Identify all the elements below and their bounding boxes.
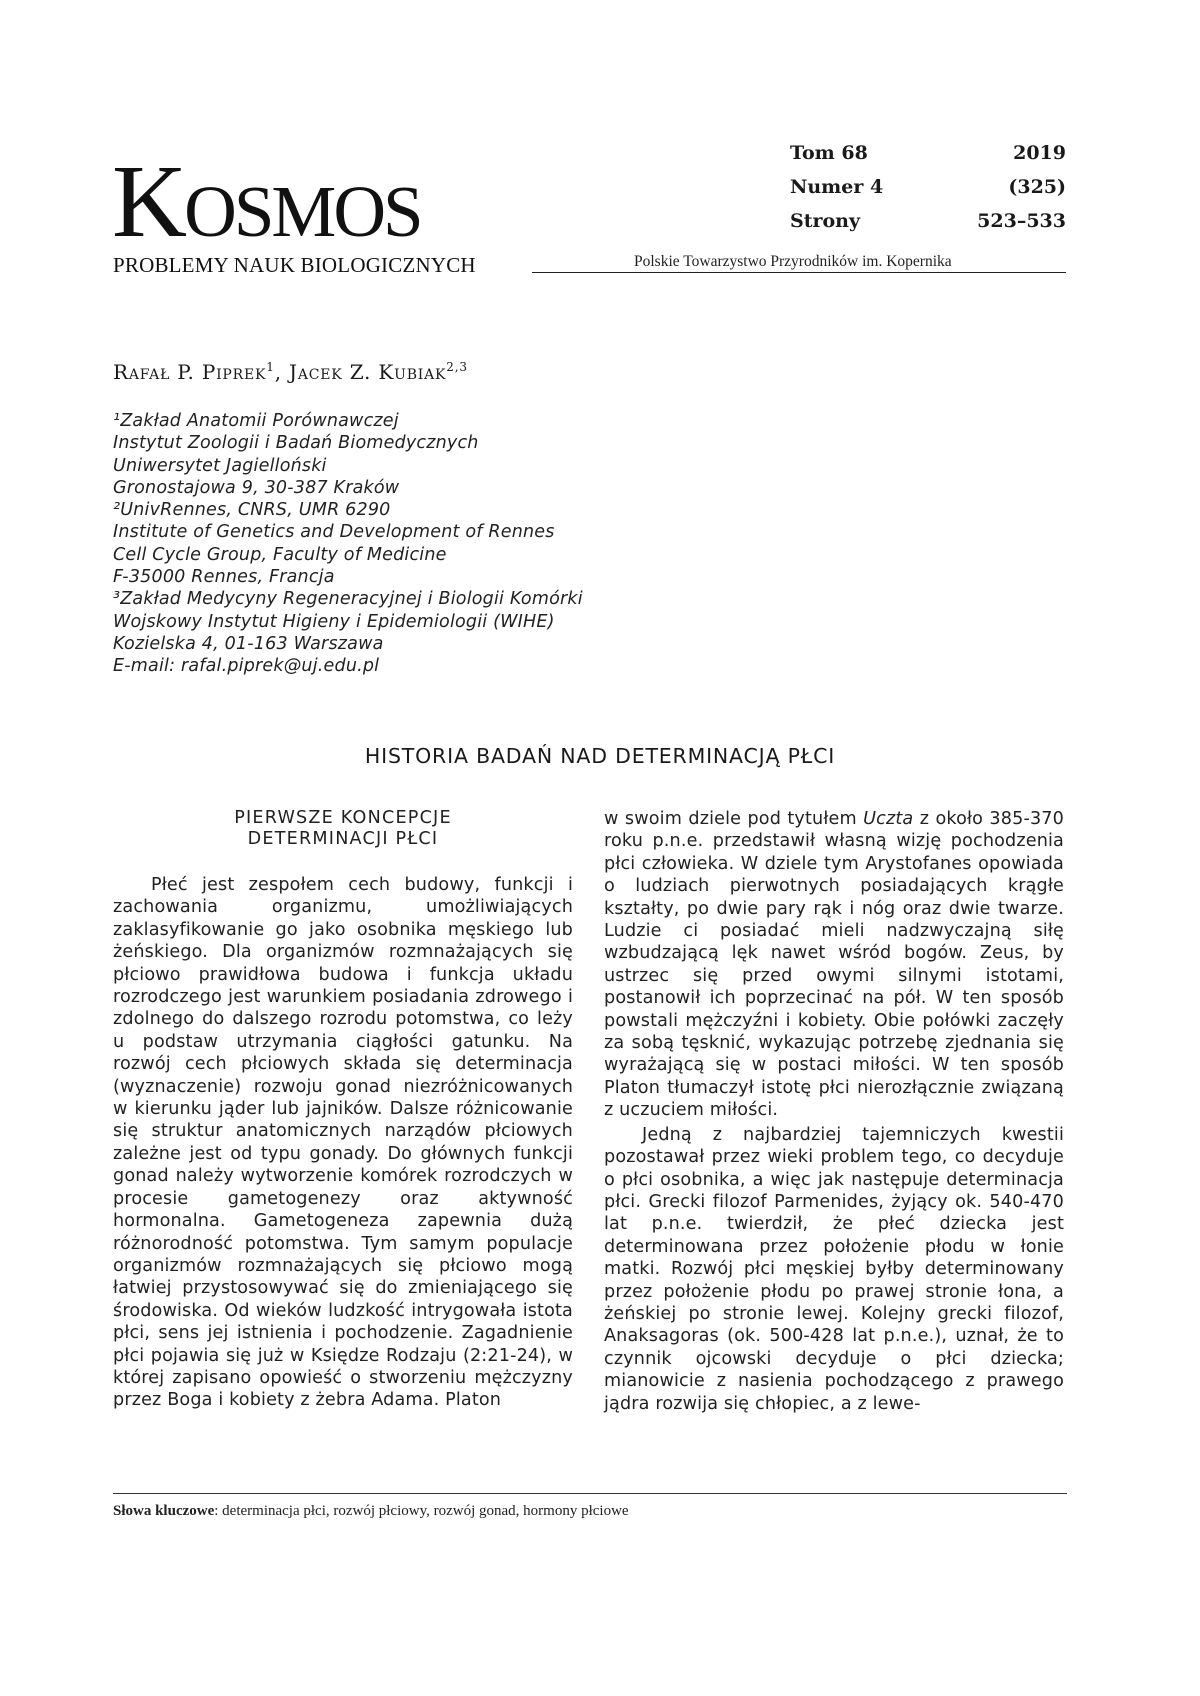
affiliation-line: Cell Cycle Group, Faculty of Medicine (113, 544, 447, 565)
contact-email[interactable]: E-mail: rafal.piprek@uj.edu.pl (113, 656, 380, 677)
affiliation-line: Wojskowy Instytut Higieny i Epidemiologii (WIHE) (113, 611, 555, 632)
affiliation-line: Institute of Genetics and Development of Rennes (113, 522, 555, 543)
affiliation-line: F-35000 Rennes, Francja (113, 567, 335, 588)
paragraph-text: w swoim dziele pod tytułem (604, 809, 864, 829)
affiliation-line: ¹Zakład Anatomii Porównawczej (113, 411, 399, 431)
issue-number: (325) (1008, 176, 1066, 198)
pages-label: Strony (790, 210, 861, 232)
article-title: HISTORIA BADAŃ NAD DETERMINACJĄ PŁCI (364, 744, 836, 768)
pages-row (790, 210, 1066, 232)
volume-label: Tom 68 (790, 142, 868, 164)
journal-logo: Kosmos (112, 144, 421, 259)
keywords-line (113, 1503, 629, 1520)
left-column (113, 808, 573, 1412)
header-divider (532, 272, 1066, 273)
author-name: Jacek Z. Kubiak (289, 360, 447, 384)
author-separator: , (274, 360, 290, 384)
keywords-label: Słowa kluczowe (113, 1503, 215, 1519)
section-heading (113, 808, 573, 850)
body-paragraph (604, 808, 1064, 1122)
volume-row (790, 142, 1066, 164)
affiliations-block (113, 410, 713, 678)
affiliation-line: ²UnivRennes, CNRS, UMR 6290 (113, 500, 391, 521)
section-heading-line: DETERMINACJI PŁCI (247, 829, 439, 849)
section-heading-line: PIERWSZE KONCEPCJE (234, 808, 452, 828)
affiliation-line: Uniwersytet Jagielloński (113, 455, 327, 476)
body-paragraph: Jedną z najbardziej tajemniczych kwestii pozostawał przez wieki problem tego, co decyduje o płci osobnika, a więc jak następuje determinacja płci. Grecki filozof Parmenides, żyjący ok. 540-470 lat p.n.e. twierdził, że płeć dziecka jest determinowana przez położenie płodu w łonie matki. Rozwój płci męskiej byłby determinowany przez położenie płodu po prawej stronie łona, a żeńskiej po stronie lewej. Kolejny grecki filozof, Anaksagoras (ok. 500-428 lat p.n.e.), uznał, że to czynnik ojcowski decyduje o płci dziecka; mianowicie z nasienia pochodzącego z prawego jądra rozwija się chłopiec, a z lewe- (604, 1124, 1064, 1414)
journal-subtitle: PROBLEMY NAUK BIOLOGICZNYCH (113, 253, 476, 277)
society-name: Polskie Towarzystwo Przyrodników im. Kopernika (634, 253, 952, 270)
author-affiliation-mark: 1 (266, 360, 275, 374)
issue-label: Numer 4 (790, 176, 884, 198)
author-affiliation-mark: 2,3 (446, 360, 468, 374)
affiliation-line: Kozielska 4, 01-163 Warszawa (113, 633, 384, 654)
author-line (113, 360, 468, 384)
author-name: Rafał P. Piprek (113, 360, 267, 384)
volume-year: 2019 (1013, 142, 1066, 164)
affiliation-line: Gronostajowa 9, 30-387 Kraków (113, 477, 400, 498)
right-column (604, 808, 1064, 1415)
issue-row (790, 176, 1066, 198)
affiliation-line: ³Zakład Medycyny Regeneracyjnej i Biologii Komórki (113, 589, 583, 610)
footer-divider (113, 1493, 1067, 1494)
paragraph-text: z około 385-370 roku p.n.e. przedstawił własną wizję pochodzenia płci człowieka. W dziele tym Arystofanes opowiada o ludziach pierwotnych posiadających krągłe kształty, po dwie pary rąk i nóg oraz dwie twarze. Ludzie ci posiadać mieli nadzwyczajną siłę wzbudzającą lęk nawet wśród bogów. Zeus, by ustrzec się przed owymi silnymi istotami, postanowił ich poprzecinać na pół. W ten sposób powstali mężczyźni i kobiety. Obie połówki zaczęły za sobą tęsknić, wykazując potrzebę zjednania się wyrażającą się w postaci miłości. W ten sposób Platon tłumaczył istotę płci nierozłącznie związaną z uczuciem miłości. (604, 809, 1064, 1121)
body-paragraph: Płeć jest zespołem cech budowy, funkcji i zachowania organizmu, umożliwiających zaklasyfikowanie go jako osobnika męskiego lub żeńskiego. Dla organizmów rozmnażających się płciowo prawidłowa budowa i funkcja układu rozrodczego jest warunkiem posiadania zdrowego i zdolnego do dalszego rozrodu potomstwa, co leży u podstaw utrzymania ciągłości gatunku. Na rozwój cech płciowych składa się determinacja (wyznaczenie) rozwoju gonad niezróżnicowanych w kierunku jąder lub jajników. Dalsze różnicowanie się struktur anatomicznych narządów płciowych zależne jest od typu gonady. Do głównych funkcji gonad należy wytworzenie komórek rozrodczych w procesie gametogenezy oraz aktywność hormonalna. Gametogeneza zapewnia dużą różnorodność potomstwa. Tym samym populacje organizmów rozmnażających się płciowo mogą łatwiej przystosowywać się do zmieniającego się środowiska. Od wieków ludzkość intrygowała istota płci, sens jej istnienia i pochodzenie. Zagadnienie płci pojawia się już w Księdze Rodzaju (2:21-24), w której zapisano opowieść o stworzeniu mężczyzny przez Boga i kobiety z żebra Adama. Platon (113, 875, 573, 1411)
pages-range: 523–533 (977, 210, 1066, 232)
keywords-list: : determinacja płci, rozwój płciowy, rozwój gonad, hormony płciowe (214, 1503, 629, 1519)
book-title: Uczta (863, 809, 914, 829)
affiliation-line: Instytut Zoologii i Badań Biomedycznych (113, 433, 479, 454)
